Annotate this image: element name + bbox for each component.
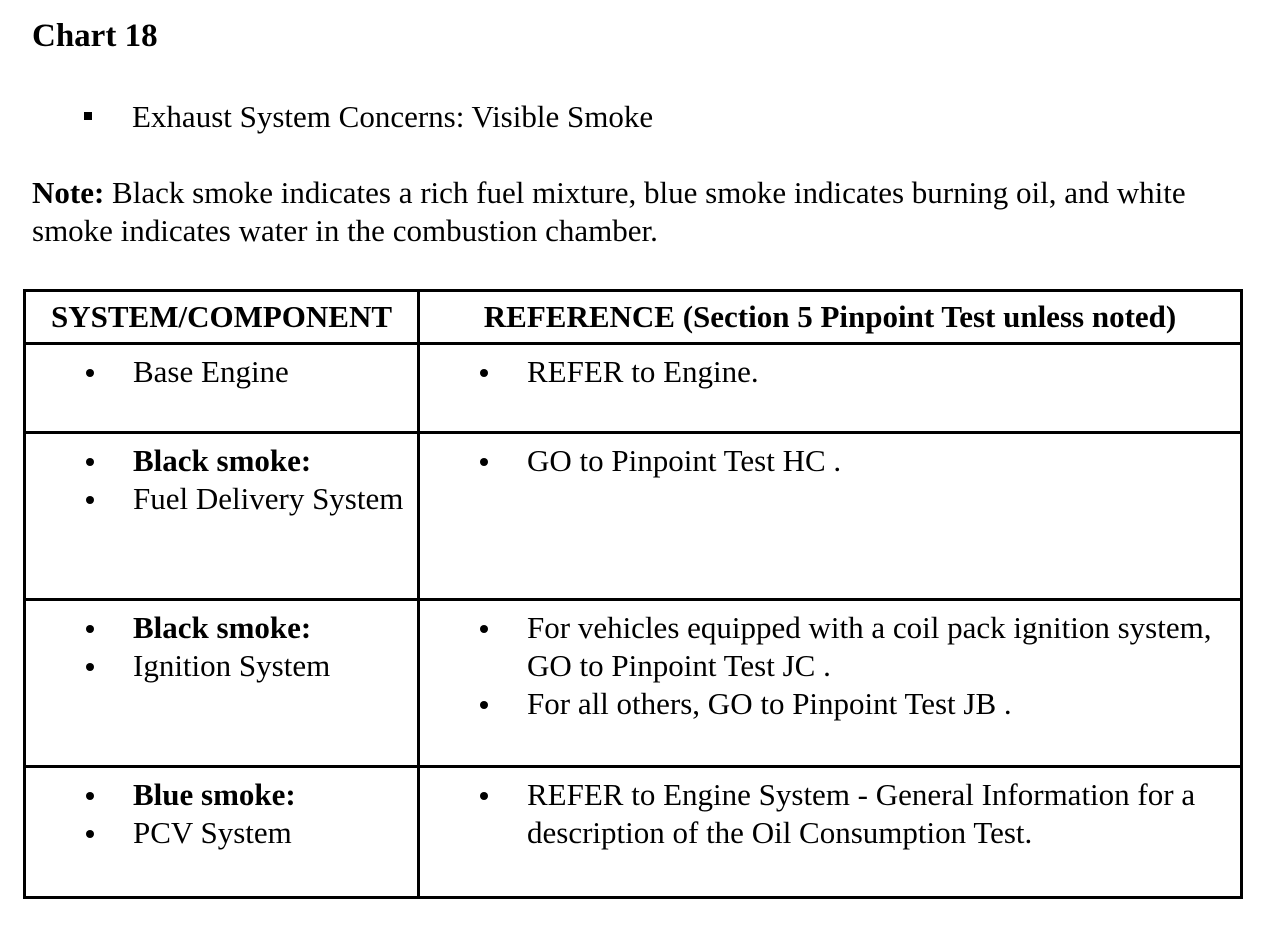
reference-cell	[419, 767, 1242, 898]
system-cell	[25, 433, 419, 600]
list-item: GO to Pinpoint Test HC .	[420, 442, 1240, 480]
note-text: Black smoke indicates a rich fuel mixture, blue smoke indicates burning oil, and white smoke indicates water in the combustion chamber.	[32, 175, 1186, 248]
system-cell	[25, 344, 419, 433]
header-system-component: SYSTEM/COMPONENT	[25, 291, 419, 344]
table-row	[25, 767, 1242, 898]
page-title: Chart 18	[32, 18, 158, 54]
diagnostic-table	[23, 289, 1243, 899]
system-cell	[25, 767, 419, 898]
table-header-row	[25, 291, 1242, 344]
table-row	[25, 344, 1242, 433]
list-item: Fuel Delivery System	[26, 480, 417, 518]
smoke-type-label: Black smoke:	[26, 609, 417, 647]
reference-cell	[419, 433, 1242, 600]
reference-cell	[419, 344, 1242, 433]
list-item: For all others, GO to Pinpoint Test JB .	[420, 685, 1240, 723]
smoke-type-label: Blue smoke:	[26, 776, 417, 814]
system-cell	[25, 600, 419, 767]
header-reference: REFERENCE (Section 5 Pinpoint Test unless noted)	[419, 291, 1242, 344]
square-bullet-icon	[84, 112, 92, 120]
concern-text: Exhaust System Concerns: Visible Smoke	[132, 99, 654, 134]
list-item: REFER to Engine.	[420, 353, 1240, 391]
list-item: For vehicles equipped with a coil pack ignition system, GO to Pinpoint Test JC .	[420, 609, 1240, 685]
table-row	[25, 433, 1242, 600]
smoke-type-label: Black smoke:	[26, 442, 417, 480]
list-item: REFER to Engine System - General Information for a description of the Oil Consumption Test.	[420, 776, 1240, 852]
list-item: PCV System	[26, 814, 417, 852]
note-paragraph	[32, 174, 1232, 250]
note-label: Note:	[32, 175, 105, 210]
reference-cell	[419, 600, 1242, 767]
list-item: Ignition System	[26, 647, 417, 685]
table-row	[25, 600, 1242, 767]
list-item: Base Engine	[26, 353, 417, 391]
